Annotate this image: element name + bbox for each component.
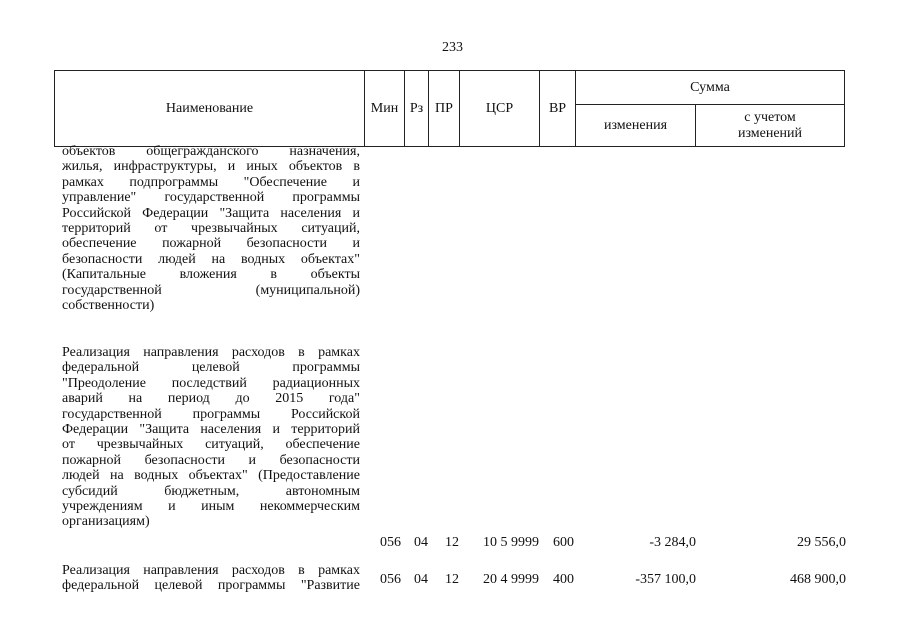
desc-line <box>62 236 360 251</box>
desc-word: общегражданского <box>146 144 259 159</box>
table-header <box>54 70 845 147</box>
desc-word: на <box>128 391 143 407</box>
cell-pr: 12 <box>445 572 459 587</box>
desc-word: людей <box>158 251 196 267</box>
desc-word: "Защита <box>139 422 190 438</box>
cell-change: -357 100,0 <box>635 572 696 587</box>
desc-word: (Предоставление <box>258 468 360 484</box>
cell-min: 056 <box>380 535 401 550</box>
desc-word: бюджетным, <box>164 483 240 499</box>
desc-word: территорий <box>291 422 360 438</box>
desc-line <box>62 267 360 282</box>
desc-line <box>62 252 360 267</box>
desc-word: программы <box>292 190 360 206</box>
desc-line <box>62 360 360 375</box>
cell-min: 056 <box>380 572 401 587</box>
desc-word: радиационных <box>272 375 360 391</box>
desc-word: водных <box>241 251 286 267</box>
desc-word: подпрограммы <box>129 174 219 190</box>
desc-word: ситуаций, <box>205 437 264 453</box>
desc-line <box>62 468 360 483</box>
header-name: Наименование <box>55 71 365 147</box>
desc-word: программы <box>192 406 261 422</box>
desc-word: жилья, <box>62 159 103 175</box>
desc-word: направления <box>143 345 219 360</box>
desc-word: объекты <box>310 267 360 283</box>
desc-line <box>62 206 360 221</box>
desc-word: в <box>298 563 305 578</box>
desc-word: объектах" <box>188 468 248 484</box>
desc-word: Российской <box>290 406 360 422</box>
desc-line <box>62 499 360 514</box>
desc-word: и <box>352 205 360 221</box>
desc-word: иных <box>246 159 278 175</box>
desc-word: и <box>248 452 257 468</box>
cell-total: 468 900,0 <box>790 572 846 587</box>
desc-word: населения <box>200 422 262 438</box>
desc-line: собственности) <box>62 298 155 314</box>
cell-csr: 20 4 9999 <box>483 572 539 587</box>
cell-vr: 600 <box>553 535 574 550</box>
desc-word: объектах" <box>300 251 360 267</box>
desc-word: автономным <box>285 483 360 499</box>
header-csr: ЦСР <box>460 71 540 147</box>
desc-word: "Обеспечение <box>243 174 328 190</box>
header-sum: Сумма <box>576 71 845 105</box>
desc-word: обеспечение <box>62 236 137 252</box>
cell-total: 29 556,0 <box>797 535 846 550</box>
desc-word: (Капитальные <box>62 267 146 283</box>
desc-line <box>62 484 360 499</box>
desc-line: организациям) <box>62 514 150 530</box>
header-min: Мин <box>365 71 405 147</box>
desc-word: федеральной <box>62 360 140 376</box>
desc-word: на <box>211 251 226 267</box>
desc-word: "Развитие <box>300 578 360 594</box>
desc-word: пожарной <box>162 236 222 252</box>
desc-word: учреждениям <box>62 499 143 515</box>
desc-line <box>62 345 360 360</box>
header-with-changes-line2: изменений <box>737 125 803 141</box>
desc-word: безопасности <box>144 452 225 468</box>
desc-word: расходов <box>231 345 285 360</box>
desc-word: Реализация <box>62 563 130 578</box>
desc-word: целевой <box>154 578 203 594</box>
cell-rz: 04 <box>414 535 428 550</box>
desc-word: программы <box>292 360 360 376</box>
desc-word: года" <box>328 391 360 407</box>
desc-word: управление" <box>62 190 137 206</box>
header-rz: Рз <box>405 71 429 147</box>
desc-word: и <box>168 499 176 515</box>
page-number: 233 <box>442 40 463 55</box>
desc-word: назначения, <box>289 144 360 159</box>
desc-word: обеспечение <box>285 437 360 453</box>
desc-word: направления <box>143 563 219 578</box>
desc-word: Реализация <box>62 345 130 360</box>
header-pr: ПР <box>429 71 460 147</box>
desc-line <box>62 221 360 236</box>
desc-word: целевой <box>191 360 240 376</box>
cell-pr: 12 <box>445 535 459 550</box>
row-description <box>62 563 360 594</box>
desc-word: от <box>154 221 168 237</box>
desc-word: водных <box>134 468 179 484</box>
desc-line <box>62 407 360 422</box>
desc-word: вложения <box>179 267 237 283</box>
desc-word: иным <box>201 499 235 515</box>
desc-word: безопасности <box>279 452 360 468</box>
cell-rz: 04 <box>414 572 428 587</box>
desc-word: и <box>352 236 360 252</box>
desc-line <box>62 175 360 190</box>
desc-word: чрезвычайных <box>191 221 278 237</box>
desc-word: и <box>227 159 236 175</box>
desc-word: пожарной <box>62 452 122 468</box>
desc-line <box>62 283 360 298</box>
desc-word: безопасности <box>62 251 143 267</box>
desc-word: 2015 <box>275 391 304 407</box>
desc-word: объектов <box>288 159 343 175</box>
desc-word: "Защита <box>219 205 270 221</box>
desc-line <box>62 376 360 391</box>
desc-word: ситуаций, <box>301 221 360 237</box>
desc-word: населения <box>280 205 342 221</box>
row-description <box>62 144 360 313</box>
desc-line <box>62 190 360 205</box>
desc-word: период <box>167 391 210 407</box>
desc-word: территорий <box>62 221 131 237</box>
desc-word: и <box>352 174 360 190</box>
desc-line <box>62 563 360 578</box>
desc-word: в <box>298 345 305 360</box>
desc-line <box>62 578 360 593</box>
cell-change: -3 284,0 <box>649 535 696 550</box>
desc-word: "Преодоление <box>62 375 146 391</box>
desc-line <box>62 437 360 452</box>
desc-word: программы <box>217 578 286 594</box>
desc-line <box>62 453 360 468</box>
desc-word: рамках <box>62 174 104 190</box>
desc-word: безопасности <box>246 236 327 252</box>
desc-line <box>62 159 360 174</box>
desc-word: некоммерческим <box>259 499 360 515</box>
desc-word: государственной <box>62 406 162 422</box>
cell-vr: 400 <box>553 572 574 587</box>
desc-word: чрезвычайных <box>96 437 184 453</box>
header-with-changes <box>696 105 845 147</box>
desc-line <box>62 144 360 159</box>
desc-word: рамках <box>318 563 360 578</box>
desc-word: Федерации <box>142 205 209 221</box>
desc-word: аварий <box>62 391 103 407</box>
row-description <box>62 345 360 530</box>
desc-word: Российской <box>62 205 131 221</box>
desc-word: инфраструктуры, <box>113 159 217 175</box>
desc-word: государственной <box>62 282 162 298</box>
desc-word: объектов <box>62 144 116 159</box>
desc-word: субсидий <box>62 483 118 499</box>
desc-line <box>62 391 360 406</box>
desc-word: в <box>353 159 360 175</box>
desc-word: до <box>235 391 250 407</box>
desc-word: от <box>62 437 75 453</box>
desc-word: (муниципальной) <box>255 282 360 298</box>
header-vr: ВР <box>540 71 576 147</box>
cell-csr: 10 5 9999 <box>483 535 539 550</box>
desc-word: людей <box>62 468 100 484</box>
desc-line <box>62 422 360 437</box>
desc-word: на <box>109 468 124 484</box>
desc-word: последствий <box>171 375 247 391</box>
desc-word: рамках <box>318 345 360 360</box>
desc-word: федеральной <box>62 578 140 594</box>
desc-word: расходов <box>231 563 285 578</box>
desc-word: государственной <box>164 190 265 206</box>
desc-word: в <box>270 267 277 283</box>
header-changes: изменения <box>576 105 696 147</box>
desc-word: Федерации <box>62 422 129 438</box>
desc-word: и <box>272 422 280 438</box>
header-with-changes-line1: с учетом <box>744 109 796 125</box>
